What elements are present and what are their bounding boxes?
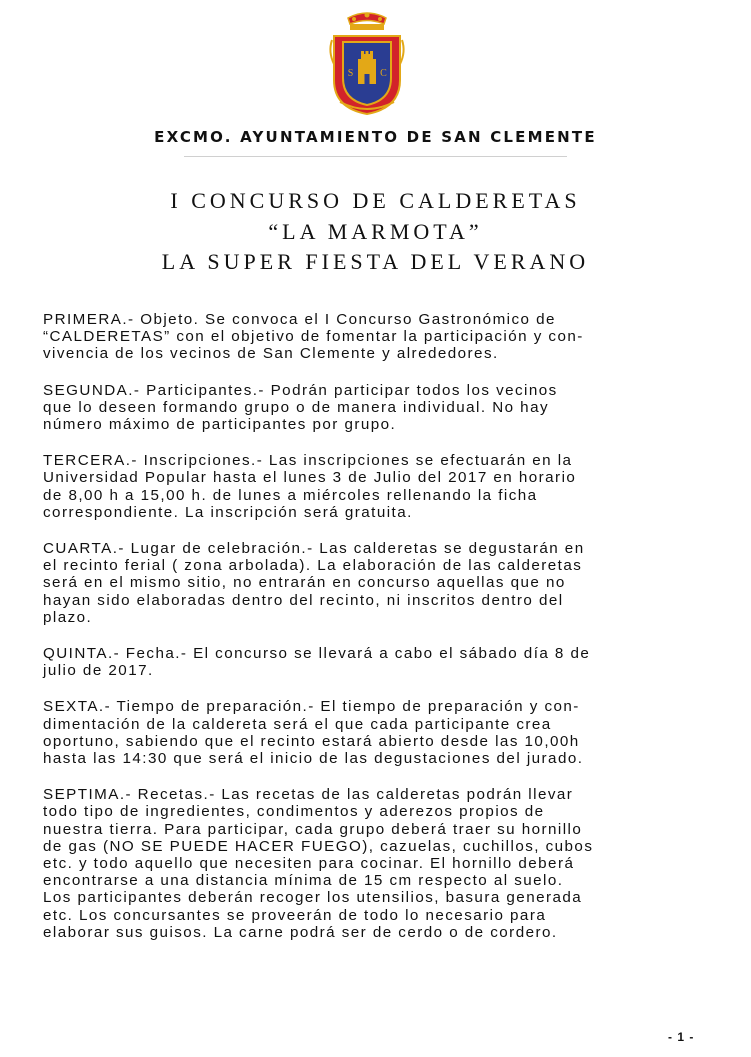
text-line: elaborar sus guisos. La carne podrá ser de cerdo o de cordero. (43, 923, 558, 941)
text-line: SEGUNDA.- Participantes.- Podrán participar todos los vecinos (43, 381, 558, 399)
title-line-2: “LA MARMOTA” (268, 218, 483, 244)
text-line: hasta las 14:30 que será el inicio de las degustaciones del jurado. (43, 750, 584, 768)
text-line: plazo. (43, 608, 93, 626)
text-line: etc. y todo aquello que necesiten para cocinar. El hornillo deberá (43, 855, 575, 873)
text-line: nuestra tierra. Para participar, cada grupo deberá traer su hornillo (43, 820, 583, 838)
clause-cuarta (43, 540, 713, 626)
text-line: dimentación de la caldereta será el que cada participante crea (43, 715, 552, 733)
crown-icon (348, 13, 386, 31)
text-line: correspondiente. La inscripción será gratuita. (43, 503, 413, 521)
text-line: vivencia de los vecinos de San Clemente y alrededores. (43, 345, 499, 363)
text-line: número máximo de participantes por grupo. (43, 416, 397, 434)
text-line: que lo deseen formando grupo o de manera individual. No hay (43, 398, 550, 416)
text-line: SEPTIMA.- Recetas.- Las recetas de las calderetas podrán llevar (43, 786, 574, 804)
text-line: todo tipo de ingredientes, condimentos y aderezos propios de (43, 803, 545, 821)
clause-primera (43, 311, 713, 363)
clause-quinta (43, 645, 713, 679)
text-line: de 8,00 h a 15,00 h. de lunes a miércoles rellenando la ficha (43, 486, 538, 504)
text-line: etc. Los concursantes se proveerán de todo lo necesario para (43, 906, 547, 924)
text-line: “CALDERETAS” con el objetivo de fomentar la participación y con- (43, 328, 584, 346)
document-body (43, 311, 713, 960)
header-divider (184, 156, 567, 157)
clause-sexta (43, 698, 713, 767)
crest-letter-left: S (347, 68, 354, 79)
text-line: CUARTA.- Lugar de celebración.- Las calderetas se degustarán en (43, 540, 585, 558)
organization-name: EXCMO. AYUNTAMIENTO DE SAN CLEMENTE (154, 128, 597, 146)
text-line: julio de 2017. (43, 662, 154, 680)
crest-letter-right: C (380, 68, 387, 79)
text-line: QUINTA.- Fecha.- El concurso se llevará a cabo el sábado día 8 de (43, 645, 591, 663)
text-line: SEXTA.- Tiempo de preparación.- El tiempo de preparación y con- (43, 698, 580, 716)
document-title (0, 186, 751, 278)
title-line-3: LA SUPER FIESTA DEL VERANO (161, 249, 590, 274)
title-line-1: I CONCURSO DE CALDERETAS (170, 188, 581, 213)
text-line: TERCERA.- Inscripciones.- Las inscripciones se efectuarán en la (43, 452, 573, 470)
clause-tercera (43, 452, 713, 521)
municipal-crest-logo (326, 12, 408, 116)
text-line: oportuno, sabiendo que el recinto estará abierto desde las 10,00h (43, 732, 580, 750)
clause-segunda (43, 382, 713, 434)
text-line: Universidad Popular hasta el lunes 3 de Julio del 2017 en horario (43, 469, 577, 487)
page-number: - 1 - (668, 1030, 695, 1044)
text-line: PRIMERA.- Objeto. Se convoca el I Concurso Gastronómico de (43, 311, 556, 328)
text-line: Los participantes deberán recoger los utensilios, basura generada (43, 889, 583, 907)
text-line: encontrarse a una distancia mínima de 15 cm respecto al suelo. (43, 872, 564, 890)
text-line: de gas (NO SE PUEDE HACER FUEGO), cazuelas, cuchillos, cubos (43, 837, 594, 855)
clause-septima (43, 786, 713, 941)
text-line: hayan sido elaboradas dentro del recinto, ni inscritos dentro del (43, 591, 564, 609)
text-line: será en el mismo sitio, no entrarán en concurso aquellas que no (43, 574, 566, 592)
text-line: el recinto ferial ( zona arbolada). La elaboración de las calderetas (43, 557, 583, 575)
